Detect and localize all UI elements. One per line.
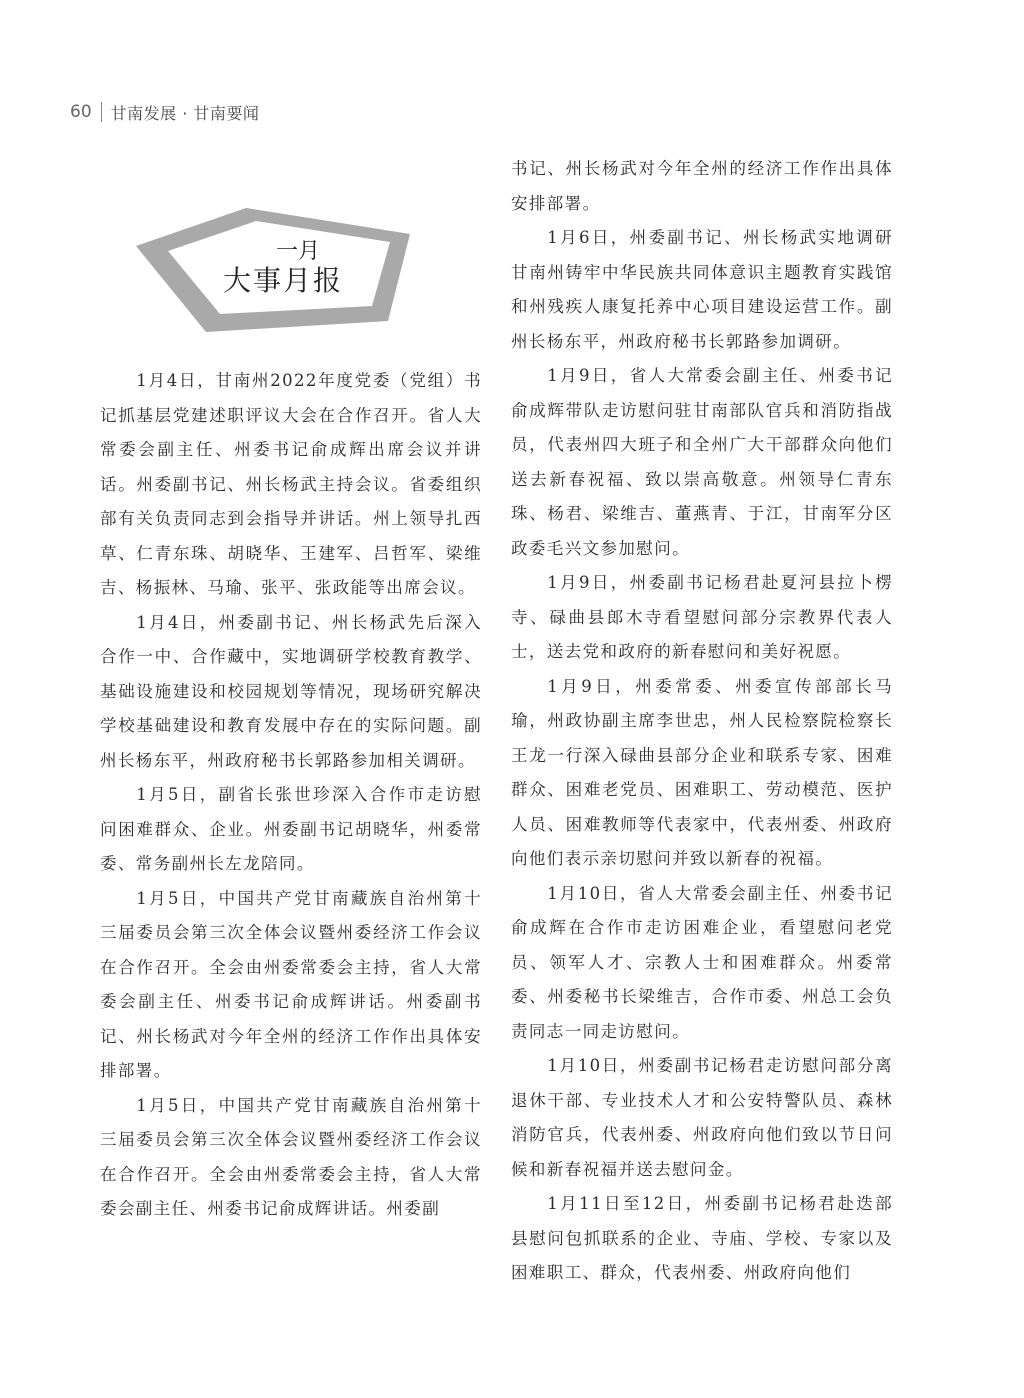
- badge-month: 一月: [275, 239, 320, 264]
- news-item: 1月4日，州委副书记、州长杨武先后深入合作一中、合作藏中，实地调研学校教育教学、基础设施建设和校园规划等情况，现场研究解决学校基础建设和教育发展中存在的实际问题。副州长杨东平，州政府秘书长郭路参加相关调研。: [100, 612, 482, 770]
- news-item: 1月5日，中国共产党甘南藏族自治州第十三届委员会第三次全体会议暨州委经济工作会议在合作召开。全会由州委常委会主持，省人大常委会副主任、州委书记俞成辉讲话。州委副: [100, 1095, 482, 1218]
- left-column: [100, 364, 482, 1227]
- news-item: 1月5日，中国共产党甘南藏族自治州第十三届委员会第三次全体会议暨州委经济工作会议在合作召开。全会由州委常委会主持，省人大常委会副主任、州委书记俞成辉讲话。州委副书记、州长杨武对今年全州的经济工作作出具体安排部署。: [100, 888, 482, 1080]
- news-item: 1月9日，州委副书记杨君赴夏河县拉卜楞寺、碌曲县郎木寺看望慰问部分宗教界代表人士，送去党和政府的新春慰问和美好祝愿。: [511, 573, 893, 661]
- section-title: 甘南发展 · 甘南要闻: [110, 103, 260, 123]
- news-item: 1月9日，省人大常委会副主任、州委书记俞成辉带队走访慰问驻甘南部队官兵和消防指战员，代表州四大班子和全州广大干部群众向他们送去新春祝福、致以崇高敬意。州领导仁青东珠、杨君、梁维吉、董燕青、于江，甘南军分区政委毛兴文参加慰问。: [511, 366, 893, 558]
- news-item: 1月11日至12日，州委副书记杨君赴迭部县慰问包抓联系的企业、寺庙、学校、专家以及困难职工、群众，代表州委、州政府向他们: [511, 1194, 893, 1282]
- badge-title: 大事月报: [222, 264, 343, 297]
- page-number: 60: [70, 102, 92, 122]
- news-item: 1月10日，州委副书记杨君走访慰问部分离退休干部、专业技术人才和公安特警队员、森林消防官兵，代表州委、州政府向他们致以节日问候和新春祝福并送去慰问金。: [511, 1056, 893, 1179]
- news-item: 1月9日，州委常委、州委宣传部部长马瑜，州政协副主席李世忠，州人民检察院检察长王龙一行深入碌曲县部分企业和联系专家、困难群众、困难老党员、困难职工、劳动模范、医护人员、困难教师等代表家中，代表州委、州政府向他们表示亲切慰问并致以新春的祝福。: [511, 676, 893, 868]
- news-item: 1月5日，副省长张世珍深入合作市走访慰问困难群众、企业。州委副书记胡晓华，州委常委、常务副州长左龙陪同。: [100, 785, 482, 873]
- news-item: 1月4日，甘南州2022年度党委（党组）书记抓基层党建述职评议大会在合作召开。省人大常委会副主任、州委书记俞成辉出席会议并讲话。州委副书记、州长杨武主持会议。省委组织部有关负责同志到会指导并讲话。州上领导扎西草、仁青东珠、胡晓华、王建军、吕哲军、梁维吉、杨振林、马瑜、张平、张政能等出席会议。: [100, 371, 482, 597]
- news-item-continued: 书记、州长杨武对今年全州的经济工作作出具体安排部署。: [511, 159, 893, 213]
- header-divider: [101, 102, 102, 122]
- month-report-badge: [128, 196, 428, 346]
- news-item: 1月6日，州委副书记、州长杨武实地调研甘南州铸牢中华民族共同体意识主题教育实践馆和州残疾人康复托养中心项目建设运营工作。副州长杨东平，州政府秘书长郭路参加调研。: [511, 228, 893, 351]
- news-item: 1月10日，省人大常委会副主任、州委书记俞成辉在合作市走访困难企业，看望慰问老党员、领军人才、宗教人士和困难群众。州委常委、州委秘书长梁维吉，合作市委、州总工会负责同志一同走访慰问。: [511, 883, 893, 1041]
- right-column: [511, 152, 893, 1291]
- page-header: [70, 99, 259, 125]
